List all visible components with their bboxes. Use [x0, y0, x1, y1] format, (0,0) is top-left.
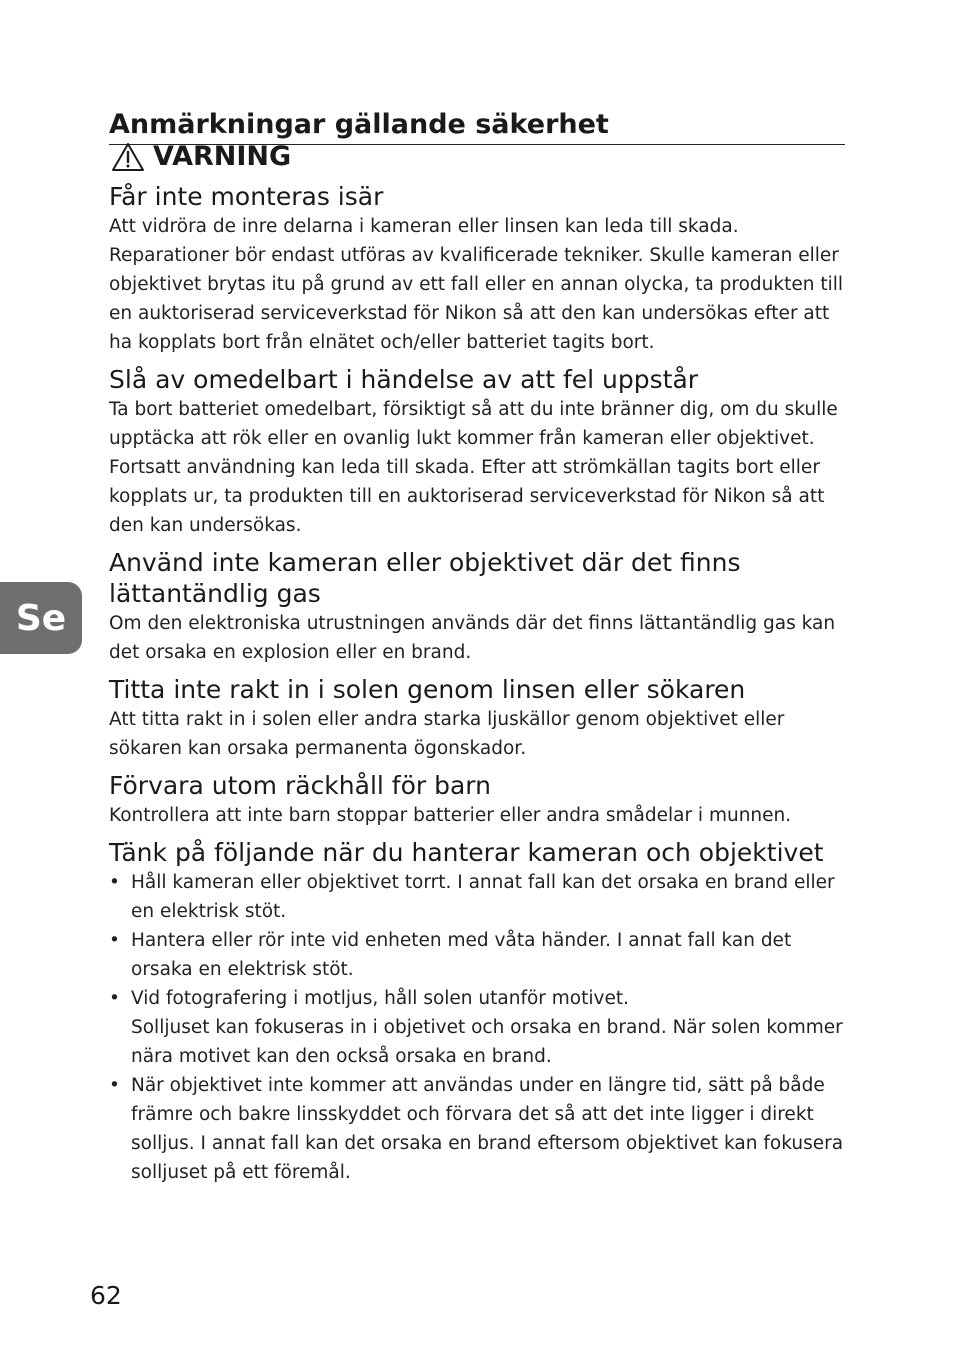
- warning-triangle-icon: [111, 142, 145, 172]
- list-item-text: Hantera eller rör inte vid enheten med våta händer. I annat fall kan det orsaka en elektrisk stöt.: [131, 930, 792, 980]
- section-malfunction: [109, 364, 849, 540]
- bullet-icon: •: [109, 988, 120, 1009]
- bullet-icon: •: [109, 872, 120, 893]
- list-item: [109, 1071, 849, 1187]
- section-body: Att titta rakt in i solen eller andra starka ljuskällor genom objektivet eller sökaren kan orsaka permanenta ögonskador.: [109, 709, 785, 759]
- section-children: [109, 770, 849, 830]
- section-flammable-gas: [109, 547, 849, 667]
- section-handling: [109, 837, 849, 1187]
- bullet-icon: •: [109, 1075, 120, 1096]
- list-item: [109, 984, 849, 1071]
- page-number: 62: [90, 1281, 122, 1310]
- list-item-text: När objektivet inte kommer att användas under en längre tid, sätt på både främre och bakre linsskyddet och förvara det så att det inte ligger i direkt solljus. I annat fall kan det orsaka en brand eftersom objektivet kan fokusera solljuset på ett föremål.: [131, 1075, 844, 1183]
- section-heading: Förvara utom räckhåll för barn: [109, 771, 491, 800]
- section-body: Kontrollera att inte barn stoppar batterier eller andra smådelar i munnen.: [109, 805, 792, 826]
- page-title: Anmärkningar gällande säkerhet: [109, 106, 845, 145]
- section-heading: Tänk på följande när du hanterar kameran och objektivet: [109, 838, 824, 867]
- safety-content: [109, 181, 849, 1194]
- list-item-text: Håll kameran eller objektivet torrt. I annat fall kan det orsaka en brand eller en elektrisk stöt.: [131, 872, 835, 922]
- section-body: Om den elektroniska utrustningen används där det finns lättantändlig gas kan det orsaka en explosion eller en brand.: [109, 613, 836, 663]
- list-item-text: Vid fotografering i motljus, håll solen utanför motivet.: [131, 988, 629, 1009]
- section-heading: Titta inte rakt in i solen genom linsen eller sökaren: [109, 675, 746, 704]
- language-tab: Se: [0, 582, 82, 654]
- list-item: [109, 868, 849, 926]
- section-heading: Får inte monteras isär: [109, 182, 384, 211]
- list-item: [109, 926, 849, 984]
- warning-label: VARNING: [153, 141, 292, 172]
- section-heading: Använd inte kameran eller objektivet där det finns lättantändlig gas: [109, 548, 741, 608]
- section-disassembly: [109, 181, 849, 357]
- section-sun: [109, 674, 849, 763]
- warning-header: [111, 139, 291, 175]
- handling-list: [109, 868, 849, 1187]
- section-body: Att vidröra de inre delarna i kameran eller linsen kan leda till skada. Reparationer bör endast utföras av kvalificerade tekniker. Skulle kameran eller objektivet brytas itu på grund av ett fall eller en annan olycka, ta produkten till en auktoriserad serviceverkstad för Nikon så att den kan undersökas efter att ha kopplats bort från elnätet och/eller batteriet tagits bort.: [109, 216, 844, 353]
- section-body: Ta bort batteriet omedelbart, försiktigt så att du inte bränner dig, om du skulle upptäcka att rök eller en ovanlig lukt kommer från kameran eller objektivet. Fortsatt användning kan leda till skada. Efter att strömkällan tagits bort eller kopplats ur, ta produkten till en auktoriserad serviceverkstad för Nikon så att den kan undersökas.: [109, 399, 838, 536]
- bullet-icon: •: [109, 930, 120, 951]
- list-item-text: Solljuset kan fokuseras in i objetivet och orsaka en brand. När solen kommer nära motivet kan den också orsaka en brand.: [131, 1017, 843, 1067]
- section-heading: Slå av omedelbart i händelse av att fel uppstår: [109, 365, 699, 394]
